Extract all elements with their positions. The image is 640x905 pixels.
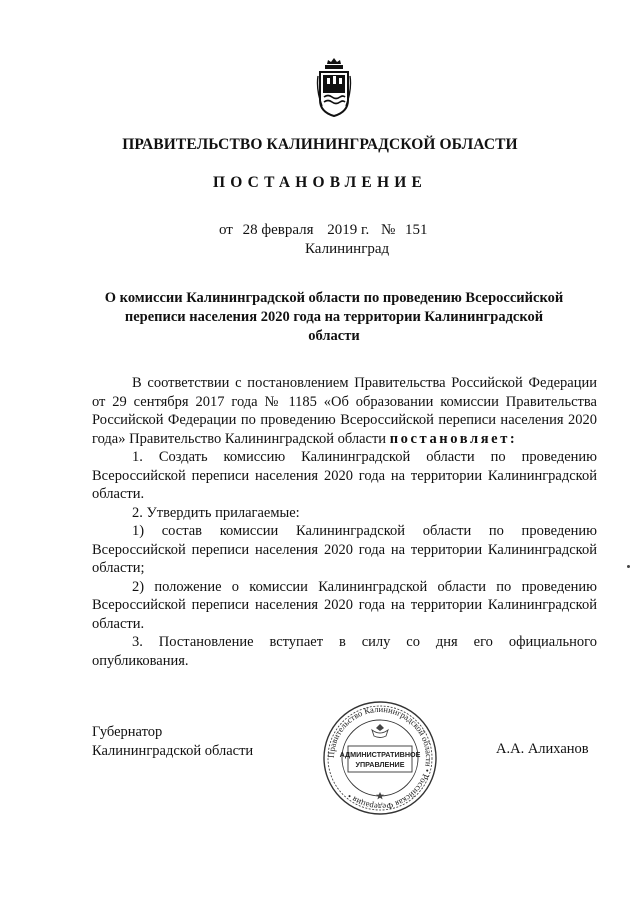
signatory-position — [92, 723, 253, 761]
preamble-paragraph — [92, 374, 597, 448]
stamp-center-line-1: АДМИНИСТРАТИВНОЕ — [339, 750, 421, 759]
item-2-1: 1) состав комиссии Калининградской области по проведению Всероссийской переписи населения 2020 года на территории Калининградской области; — [92, 523, 597, 576]
position-line-2: Калининградской области — [92, 743, 254, 759]
date-prefix: от — [219, 222, 233, 238]
document-body — [92, 374, 597, 670]
margin-dot — [627, 565, 630, 568]
document-subject: О комиссии Калининградской области по проведению Всероссийской переписи населения 2020 года на территории Калининградской области — [104, 290, 564, 344]
stamp-star-icon — [376, 792, 384, 799]
stamp-ring-textpath: Правительство Калининградской области • Российская Федерация • — [325, 703, 435, 813]
organization-title: ПРАВИТЕЛЬСТВО КАЛИНИНГРАДСКОЙ ОБЛАСТИ — [122, 136, 518, 153]
item-2: 2. Утвердить прилагаемые: — [132, 504, 300, 521]
coat-of-arms-icon — [316, 56, 352, 120]
city: Калининград — [305, 241, 390, 257]
resolves-word: постановляет — [389, 430, 510, 447]
document-date: 28 февраля — [242, 222, 314, 238]
stamp-eagle-icon — [372, 724, 388, 738]
date-line — [219, 222, 428, 239]
resolves-suffix: : — [509, 430, 515, 447]
stamp-center-line-2: УПРАВЛЕНИЕ — [355, 760, 405, 769]
document-year: 2019 г. — [327, 222, 370, 238]
document-type: ПОСТАНОВЛЕНИЕ — [212, 174, 428, 191]
item-2-2: 2) положение о комиссии Калининградской области по проведению Всероссийской переписи населения 2020 года на территории Калининградской области. — [92, 578, 597, 632]
preamble-text: В соответствии с постановлением Правительства Российской Федерации от 29 сентября 2017 года № 1185 «Об образовании комиссии Правительства Российской Федерации по проведению Всероссийской переписи населения 2020 года» Правительство Калининградской области — [92, 375, 597, 447]
signatory-name: А.А. Алиханов — [496, 741, 589, 757]
number-sign: № — [380, 222, 396, 238]
document-number: 151 — [405, 222, 428, 238]
item-3: 3. Постановление вступает в силу со дня его официального опубликования. — [92, 634, 597, 669]
position-line-1: Губернатор — [92, 724, 163, 740]
official-stamp — [322, 700, 438, 816]
item-1: 1. Создать комиссию Калининградской области по проведению Всероссийской переписи населения 2020 года на территории Калининградской области. — [92, 449, 597, 502]
